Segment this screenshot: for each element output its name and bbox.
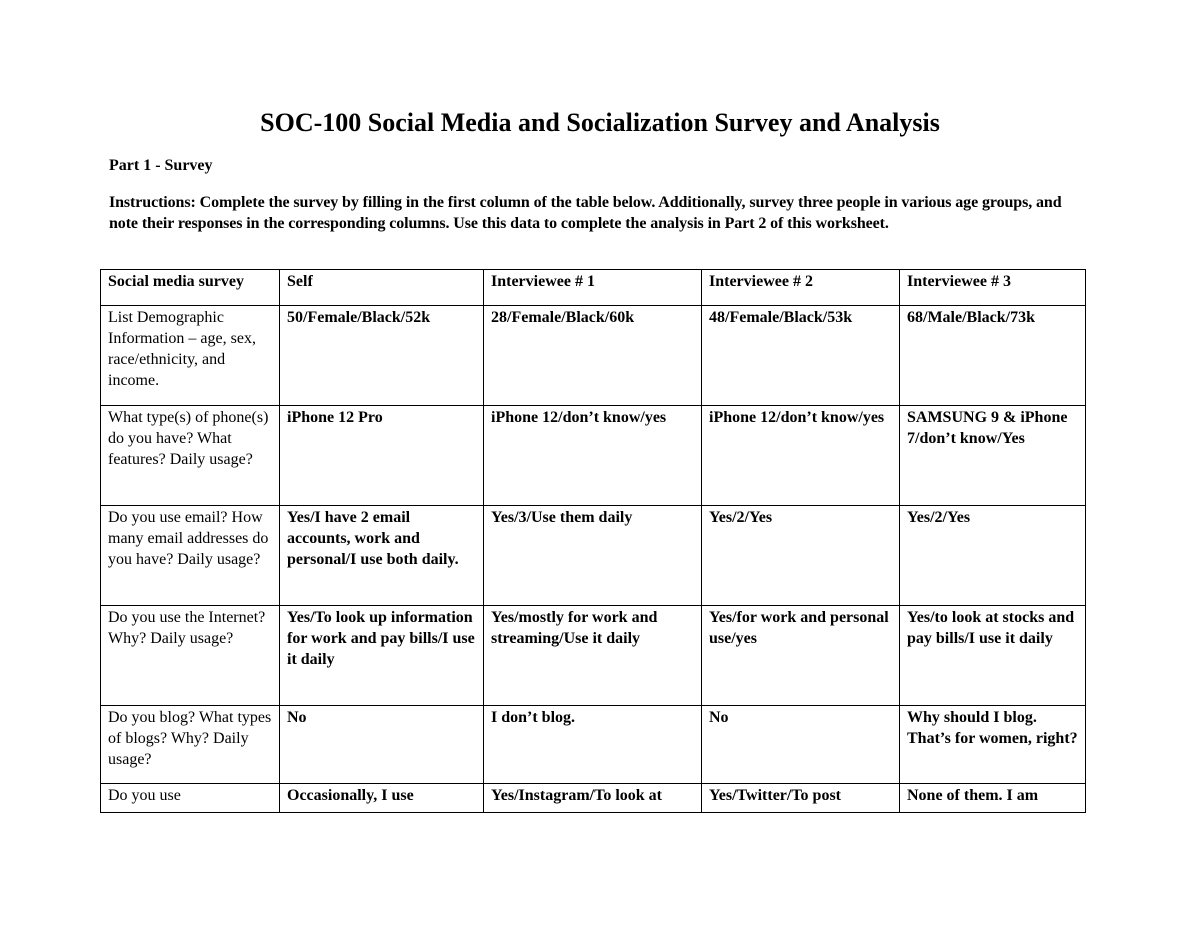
- table-header-row: [101, 270, 1086, 306]
- answer-interviewee-1: Yes/mostly for work and streaming/Use it daily: [484, 606, 702, 706]
- question-cell: What type(s) of phone(s) do you have? What features? Daily usage?: [101, 406, 280, 506]
- answer-self: Yes/I have 2 email accounts, work and personal/I use both daily.: [280, 506, 484, 606]
- answer-interviewee-3: 68/Male/Black/73k: [900, 306, 1086, 406]
- answer-interviewee-2: Yes/2/Yes: [702, 506, 900, 606]
- answer-interviewee-1: Yes/Instagram/To look at: [484, 784, 702, 813]
- answer-interviewee-3: Yes/to look at stocks and pay bills/I use it daily: [900, 606, 1086, 706]
- table-row: [101, 406, 1086, 506]
- header-interviewee-3: Interviewee # 3: [900, 270, 1086, 306]
- header-interviewee-2: Interviewee # 2: [702, 270, 900, 306]
- question-cell: Do you use: [101, 784, 280, 813]
- header-self: Self: [280, 270, 484, 306]
- survey-table: [100, 269, 1086, 813]
- header-question: Social media survey: [101, 270, 280, 306]
- answer-self: No: [280, 706, 484, 784]
- answer-self: Occasionally, I use: [280, 784, 484, 813]
- question-cell: Do you blog? What types of blogs? Why? Daily usage?: [101, 706, 280, 784]
- answer-interviewee-3: Yes/2/Yes: [900, 506, 1086, 606]
- table-row: [101, 784, 1086, 813]
- table-row: [101, 706, 1086, 784]
- answer-interviewee-3: None of them. I am: [900, 784, 1086, 813]
- answer-interviewee-2: Yes/Twitter/To post: [702, 784, 900, 813]
- answer-interviewee-1: iPhone 12/don’t know/yes: [484, 406, 702, 506]
- table-row: [101, 306, 1086, 406]
- answer-self: iPhone 12 Pro: [280, 406, 484, 506]
- answer-interviewee-3: SAMSUNG 9 & iPhone 7/don’t know/Yes: [900, 406, 1086, 506]
- answer-interviewee-1: Yes/3/Use them daily: [484, 506, 702, 606]
- question-cell: Do you use the Internet? Why? Daily usage?: [101, 606, 280, 706]
- answer-self: Yes/To look up information for work and pay bills/I use it daily: [280, 606, 484, 706]
- answer-interviewee-1: I don’t blog.: [484, 706, 702, 784]
- instructions-text: Instructions: Complete the survey by filling in the first column of the table below. Additionally, survey three people in various age groups, and note their responses in the corresponding columns. Use this data to complete the analysis in Part 2 of this worksheet.: [109, 194, 1062, 232]
- part-heading: Part 1 - Survey: [109, 157, 213, 174]
- answer-interviewee-2: 48/Female/Black/53k: [702, 306, 900, 406]
- answer-interviewee-2: No: [702, 706, 900, 784]
- document-title: SOC-100 Social Media and Socialization Survey and Analysis: [260, 108, 940, 137]
- header-interviewee-1: Interviewee # 1: [484, 270, 702, 306]
- answer-interviewee-3: Why should I blog. That’s for women, right?: [900, 706, 1086, 784]
- question-cell: List Demographic Information – age, sex, race/ethnicity, and income.: [101, 306, 280, 406]
- answer-interviewee-2: iPhone 12/don’t know/yes: [702, 406, 900, 506]
- question-cell: Do you use email? How many email addresses do you have? Daily usage?: [101, 506, 280, 606]
- table-row: [101, 606, 1086, 706]
- answer-self: 50/Female/Black/52k: [280, 306, 484, 406]
- answer-interviewee-2: Yes/for work and personal use/yes: [702, 606, 900, 706]
- table-row: [101, 506, 1086, 606]
- answer-interviewee-1: 28/Female/Black/60k: [484, 306, 702, 406]
